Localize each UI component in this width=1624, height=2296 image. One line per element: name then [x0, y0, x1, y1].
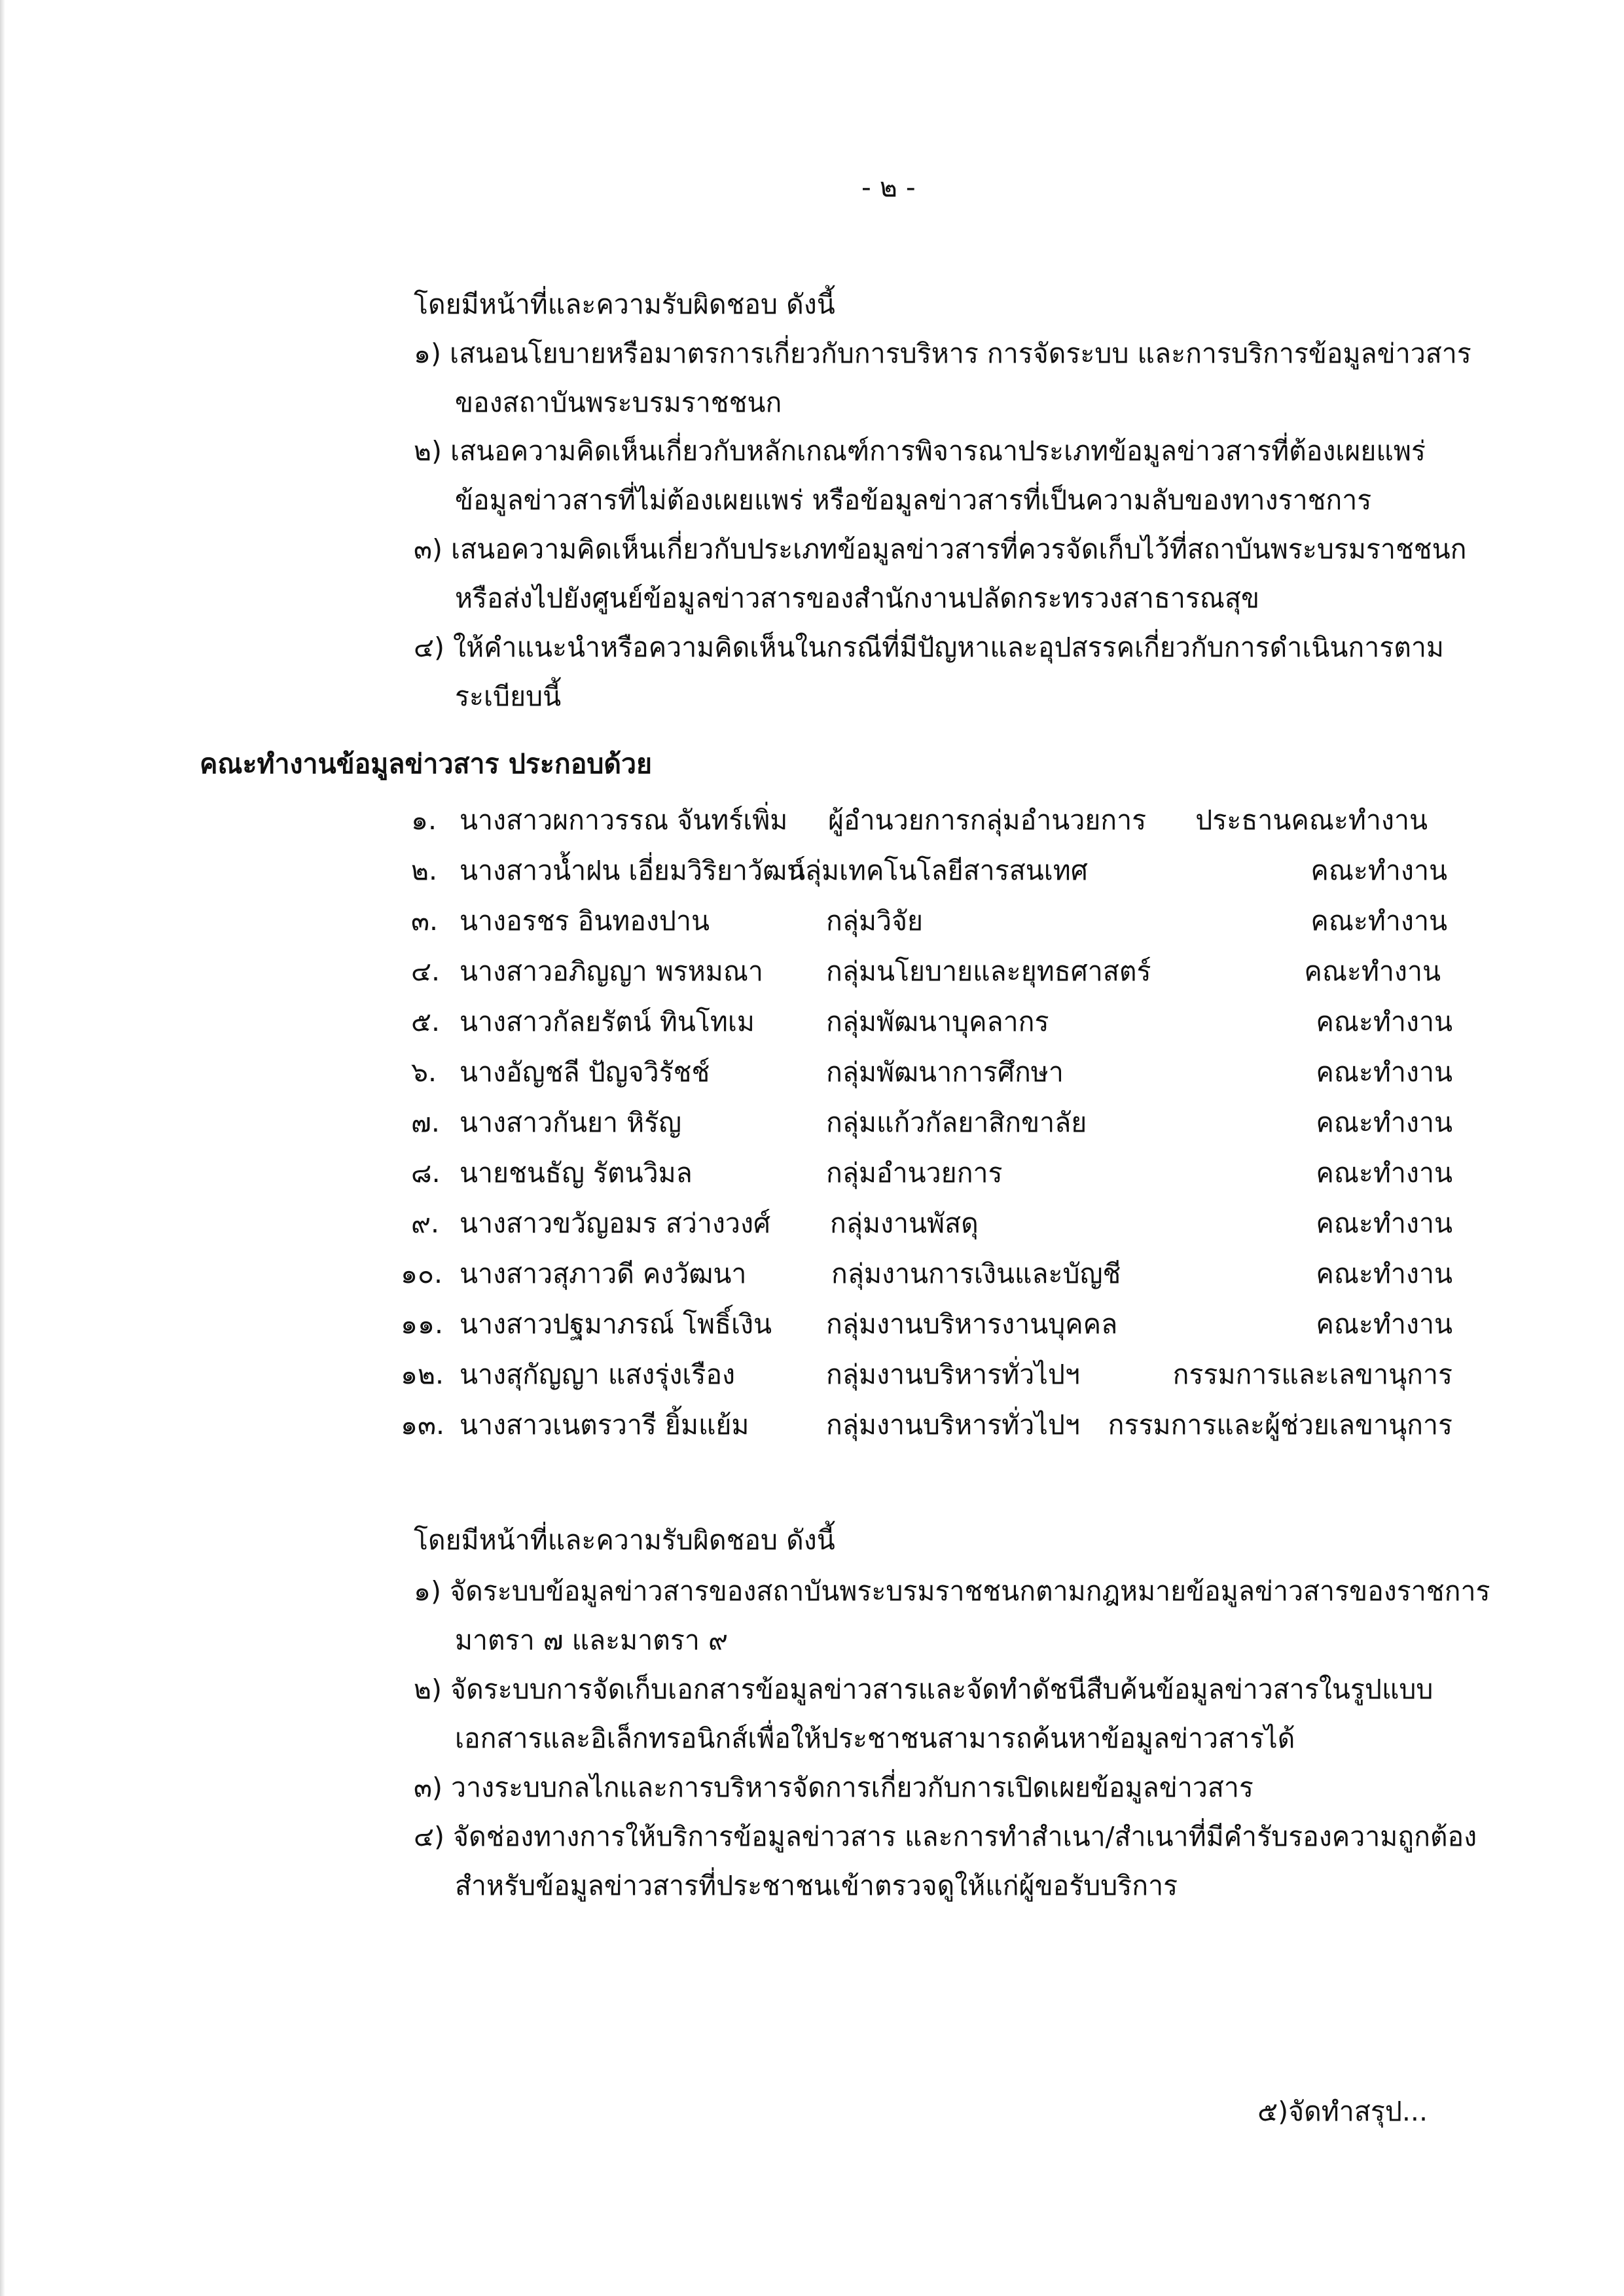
member-group: กลุ่มนโยบายและยุทธศาสตร์ — [826, 956, 1151, 987]
member-role: คณะทำงาน — [1316, 1308, 1453, 1340]
member-number: ๑. — [411, 804, 437, 836]
member-group: กลุ่มวิจัย — [826, 905, 924, 937]
committee-duty-2: ๒) เสนอความคิดเห็นเกี่ยวกับหลักเกณฑ์การพิจารณาประเภทข้อมูลข่าวสารที่ต้องเผยแพร่ — [414, 435, 1426, 467]
working-group-duty-2-cont: เอกสารและอิเล็กทรอนิกส์เพื่อให้ประชาชนสามารถค้นหาข้อมูลข่าวสารได้ — [455, 1723, 1295, 1754]
member-name: นางสาวเนตรวารี ยิ้มแย้ม — [460, 1409, 749, 1441]
member-name: นางสาวกัลยรัตน์ ทินโทเม — [460, 1006, 755, 1037]
member-number: ๑๓. — [401, 1409, 445, 1441]
member-role: คณะทำงาน — [1316, 1006, 1453, 1037]
member-group: กลุ่มเทคโนโลยีสารสนเทศ — [789, 855, 1088, 886]
member-group: กลุ่มแก้วกัลยาสิกขาลัย — [826, 1107, 1087, 1138]
member-role: คณะทำงาน — [1316, 1107, 1453, 1138]
member-role: คณะทำงาน — [1316, 1056, 1453, 1088]
committee-duty-4: ๔) ให้คำแนะนำหรือความคิดเห็นในกรณีที่มีปัญหาและอุปสรรคเกี่ยวกับการดำเนินการตาม — [414, 632, 1444, 663]
member-group: กลุ่มอำนวยการ — [826, 1157, 1003, 1189]
committee-duty-3: ๓) เสนอความคิดเห็นเกี่ยวกับประเภทข้อมูลข่าวสารที่ควรจัดเก็บไว้ที่สถาบันพระบรมราชชนก — [414, 533, 1467, 565]
member-number: ๘. — [411, 1157, 441, 1189]
member-number: ๑๑. — [401, 1308, 444, 1340]
working-group-duty-2: ๒) จัดระบบการจัดเก็บเอกสารข้อมูลข่าวสารและจัดทำดัชนีสืบค้นข้อมูลข่าวสารในรูปแบบ — [414, 1674, 1434, 1705]
committee-duty-1: ๑) เสนอนโยบายหรือมาตรการเกี่ยวกับการบริหาร การจัดระบบ และการบริการข้อมูลข่าวสาร — [414, 338, 1471, 369]
member-number: ๑๐. — [401, 1258, 443, 1289]
next-page-marker: ๕)จัดทำสรุป... — [1257, 2096, 1428, 2127]
member-role: คณะทำงาน — [1316, 1208, 1453, 1239]
member-name: นางสาวปฐมาภรณ์ โพธิ์เงิน — [460, 1308, 772, 1340]
committee-duties-title: โดยมีหน้าที่และความรับผิดชอบ ดังนี้ — [414, 289, 835, 320]
member-number: ๙. — [411, 1208, 440, 1239]
member-role: คณะทำงาน — [1304, 956, 1441, 987]
member-group: ผู้อำนวยการกลุ่มอำนวยการ — [828, 804, 1147, 836]
member-number: ๑๒. — [401, 1359, 444, 1390]
committee-duty-4-cont: ระเบียบนี้ — [455, 681, 562, 712]
member-group: กลุ่มงานการเงินและบัญชี — [831, 1258, 1121, 1289]
member-name: นางสาวขวัญอมร สว่างวงศ์ — [460, 1208, 770, 1239]
member-name: นางอรชร อินทองปาน — [460, 905, 710, 937]
member-name: นางอัญชลี ปัญจวิรัชช์ — [460, 1056, 710, 1088]
member-role: กรรมการและผู้ช่วยเลขานุการ — [1108, 1409, 1453, 1441]
member-group: กลุ่มงานบริหารงานบุคคล — [826, 1308, 1118, 1340]
member-name: นางสาวผกาวรรณ จันทร์เพิ่ม — [460, 804, 788, 836]
member-role: คณะทำงาน — [1310, 855, 1447, 886]
member-group: กลุ่มงานบริหารทั่วไปฯ — [826, 1409, 1080, 1441]
member-group: กลุ่มพัฒนาการศึกษา — [826, 1056, 1064, 1088]
member-name: นางสาวกันยา หิรัญ — [460, 1107, 682, 1138]
member-number: ๒. — [411, 855, 438, 886]
working-group-duty-4: ๔) จัดช่องทางการให้บริการข้อมูลข่าวสาร และการทำสำเนา/สำเนาที่มีคำรับรองความถูกต้อง — [414, 1821, 1477, 1852]
working-group-duty-3: ๓) วางระบบกลไกและการบริหารจัดการเกี่ยวกับการเปิดเผยข้อมูลข่าวสาร — [414, 1772, 1254, 1803]
member-role: กรรมการและเลขานุการ — [1172, 1359, 1453, 1390]
committee-duty-3-cont: หรือส่งไปยังศูนย์ข้อมูลข่าวสารของสำนักงานปลัดกระทรวงสาธารณสุข — [455, 583, 1259, 614]
working-group-duty-1: ๑) จัดระบบข้อมูลข่าวสารของสถาบันพระบรมราชชนกตามกฎหมายข้อมูลข่าวสารของราชการ — [414, 1575, 1490, 1607]
working-group-duties-title: โดยมีหน้าที่และความรับผิดชอบ ดังนี้ — [414, 1524, 835, 1556]
working-group-duty-4-cont: สำหรับข้อมูลข่าวสารที่ประชาชนเข้าตรวจดูให้แก่ผู้ขอรับบริการ — [455, 1870, 1178, 1901]
member-group: กลุ่มพัฒนาบุคลากร — [826, 1006, 1049, 1037]
member-role: คณะทำงาน — [1316, 1157, 1453, 1189]
committee-duty-1-cont: ของสถาบันพระบรมราชชนก — [455, 387, 782, 418]
committee-duty-2-cont: ข้อมูลข่าวสารที่ไม่ต้องเผยแพร่ หรือข้อมูลข่าวสารที่เป็นความลับของทางราชการ — [455, 484, 1372, 516]
page-number: - ๒ - — [861, 171, 916, 203]
member-name: นางสาวสุภาวดี คงวัฒนา — [460, 1258, 747, 1289]
member-name: นางสาวอภิญญา พรหมณา — [460, 956, 763, 987]
member-name: นางสุกัญญา แสงรุ่งเรือง — [460, 1359, 736, 1390]
working-group-title: คณะทำงานข้อมูลข่าวสาร ประกอบด้วย — [200, 748, 653, 780]
member-role: คณะทำงาน — [1316, 1258, 1453, 1289]
member-role: คณะทำงาน — [1310, 905, 1447, 937]
scan-edge — [0, 0, 5, 2296]
member-name: นางสาวน้ำฝน เอี่ยมวิริยาวัฒน์ — [460, 855, 806, 886]
member-number: ๕. — [411, 1006, 441, 1037]
member-number: ๖. — [411, 1056, 437, 1088]
member-number: ๗. — [411, 1107, 440, 1138]
member-number: ๔. — [411, 956, 441, 987]
member-number: ๓. — [411, 905, 439, 937]
member-group: กลุ่มงานพัสดุ — [830, 1208, 979, 1239]
working-group-duty-1-cont: มาตรา ๗ และมาตรา ๙ — [455, 1624, 728, 1656]
member-name: นายชนธัญ รัตนวิมล — [460, 1157, 693, 1189]
member-group: กลุ่มงานบริหารทั่วไปฯ — [826, 1359, 1080, 1390]
member-role: ประธานคณะทำงาน — [1195, 804, 1428, 836]
